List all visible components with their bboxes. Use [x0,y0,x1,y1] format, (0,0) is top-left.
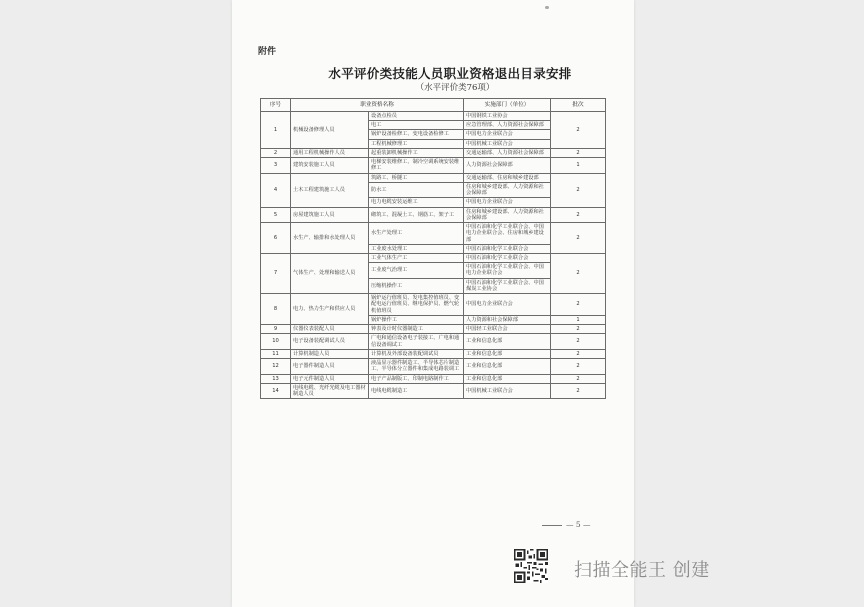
qualification-name-cell: 通用工程机械操作人员 [291,148,369,157]
row-number-cell: 6 [261,223,291,254]
department-cell: 中国电力企业联合会 [464,294,551,316]
sub-qualification-cell: 工业废气治理工 [369,263,464,278]
sub-qualification-cell: 起重装卸机械操作工 [369,148,464,157]
batch-cell: 2 [551,148,606,157]
scanner-watermark: 扫描全能王 创建 [574,560,710,581]
qualification-name-cell: 计算机制造人员 [291,349,369,358]
table-body [261,112,606,399]
department-cell: 人力资源社会保障部 [464,158,551,173]
sub-qualification-cell: 电梯安装维修工、制冷空调系统安装维修工 [369,158,464,173]
qr-code-icon [514,549,548,583]
table-row [261,158,606,173]
department-cell: 交通运输部、住房和城乡建设部 [464,173,551,182]
scan-speck [545,6,549,9]
department-cell: 中国电力企业联合会 [464,198,551,207]
table-row [261,383,606,398]
batch-cell: 1 [551,158,606,173]
table-header-row [261,99,606,112]
table-row [261,112,606,121]
batch-cell: 2 [551,112,606,149]
sub-qualification-cell: 压缩机操作工 [369,278,464,293]
row-number-cell: 14 [261,383,291,398]
sub-qualification-cell: 锅炉运行值班员、发电集控值班员、变配电运行值班员、继电保护员、燃气轮机值班员 [369,294,464,316]
qualification-name-cell: 电力、热力生产和供应人员 [291,294,369,325]
department-cell: 工业和信息化部 [464,334,551,349]
batch-cell: 2 [551,173,606,207]
qualification-table [260,98,606,399]
batch-cell: 2 [551,207,606,222]
sub-qualification-cell: 广电和通信设备电子装接工、广电和通信设备调试工 [369,334,464,349]
sub-qualification-cell: 工业废水处理工 [369,244,464,253]
row-number-cell: 7 [261,253,291,293]
header-dept: 实施部门（单位） [464,99,551,112]
department-cell: 人力资源和社会保障部 [464,315,551,324]
table-row [261,334,606,349]
sub-qualification-cell: 工业气体生产工 [369,253,464,262]
sub-qualification-cell: 防水工 [369,182,464,197]
qualification-name-cell: 机械设备修理人员 [291,112,369,149]
table-row [261,253,606,262]
department-cell: 应急管理部、人力资源社会保障部 [464,121,551,130]
table-row [261,325,606,334]
sub-qualification-cell: 计算机及外部设备装配调试员 [369,349,464,358]
sub-qualification-cell: 钟表及计时仪器制造工 [369,325,464,334]
sub-qualification-cell: 锅炉操作工 [369,315,464,324]
qualification-name-cell: 电子设备装配调试人员 [291,334,369,349]
department-cell: 中国石油和化学工业联合会 [464,253,551,262]
qualification-name-cell: 仪器仪表装配人员 [291,325,369,334]
row-number-cell: 8 [261,294,291,325]
department-cell: 中国石油和化学工业联合会、中国煤炭工业协会 [464,278,551,293]
header-name: 职业资格名称 [291,99,464,112]
batch-cell: 2 [551,383,606,398]
row-number-cell: 11 [261,349,291,358]
table-row [261,223,606,245]
sub-qualification-cell: 锅炉设备检修工、变电设备检修工 [369,130,464,139]
qualification-name-cell: 气体生产、处理和输送人员 [291,253,369,293]
batch-cell: 1 [551,315,606,324]
row-number-cell: 2 [261,148,291,157]
sub-qualification-cell: 水生产处理工 [369,223,464,245]
page-number: — 5 — [566,520,591,529]
department-cell: 中国石油和化学工业联合会 [464,244,551,253]
page-number-rule [542,525,562,526]
department-cell: 中国钢铁工业协会 [464,112,551,121]
table-row [261,374,606,383]
table-row [261,207,606,222]
batch-cell: 2 [551,374,606,383]
batch-cell: 2 [551,223,606,254]
row-number-cell: 3 [261,158,291,173]
qualification-name-cell: 电子元件制造人员 [291,374,369,383]
sub-qualification-cell: 筑路工、桥隧工 [369,173,464,182]
batch-cell: 2 [551,294,606,316]
page-subtitle: （水平评价类76项） [415,83,495,93]
department-cell: 工业和信息化部 [464,374,551,383]
department-cell: 中国机械工业联合会 [464,383,551,398]
qualification-name-cell: 土木工程建筑施工人员 [291,173,369,207]
qualification-name-cell: 电线电缆、光纤光缆及电工器材制造人员 [291,383,369,398]
qualification-name-cell: 水生产、输排和水处理人员 [291,223,369,254]
department-cell: 中国电力企业联合会 [464,130,551,139]
sub-qualification-cell: 砌筑工、混凝土工、钢筋工、架子工 [369,207,464,222]
department-cell: 交通运输部、人力资源社会保障部 [464,148,551,157]
row-number-cell: 10 [261,334,291,349]
department-cell: 中国机械工业联合会 [464,139,551,148]
row-number-cell: 12 [261,359,291,374]
department-cell: 中国石油和化学工业联合会、中国电力企业联合会 [464,263,551,278]
qualification-name-cell: 房屋建筑施工人员 [291,207,369,222]
batch-cell: 2 [551,253,606,293]
attachment-tag: 附件 [258,47,277,57]
batch-cell: 2 [551,359,606,374]
department-cell: 住房和城乡建设部、人力资源和社会保障部 [464,182,551,197]
row-number-cell: 4 [261,173,291,207]
sub-qualification-cell: 液晶显示器件制造工、半导体芯片制造工、半导体分立器件和集成电路装调工 [369,359,464,374]
sub-qualification-cell: 电力电缆安装运维工 [369,198,464,207]
row-number-cell: 1 [261,112,291,149]
department-cell: 住房和城乡建设部、人力资源和社会保障部 [464,207,551,222]
header-batch: 批次 [551,99,606,112]
batch-cell: 2 [551,334,606,349]
department-cell: 中国石油和化学工业联合会、中国电力企业联合会、住房和城乡建设部 [464,223,551,245]
sub-qualification-cell: 设备点检员 [369,112,464,121]
table-row [261,349,606,358]
batch-cell: 2 [551,325,606,334]
batch-cell: 2 [551,349,606,358]
sub-qualification-cell: 电工 [369,121,464,130]
sub-qualification-cell: 电子产品制版工、印制电路制作工 [369,374,464,383]
qualification-name-cell: 电子器件制造人员 [291,359,369,374]
table-row [261,173,606,182]
department-cell: 工业和信息化部 [464,359,551,374]
department-cell: 中国轻工业联合会 [464,325,551,334]
table-row [261,359,606,374]
page-title: 水平评价类技能人员职业资格退出目录安排 [328,66,572,81]
department-cell: 工业和信息化部 [464,349,551,358]
sub-qualification-cell: 电线电缆制造工 [369,383,464,398]
row-number-cell: 9 [261,325,291,334]
table-row [261,294,606,316]
row-number-cell: 5 [261,207,291,222]
table-row [261,148,606,157]
qualification-name-cell: 建筑安装施工人员 [291,158,369,173]
sub-qualification-cell: 工程机械修理工 [369,139,464,148]
row-number-cell: 13 [261,374,291,383]
header-no: 序号 [261,99,291,112]
